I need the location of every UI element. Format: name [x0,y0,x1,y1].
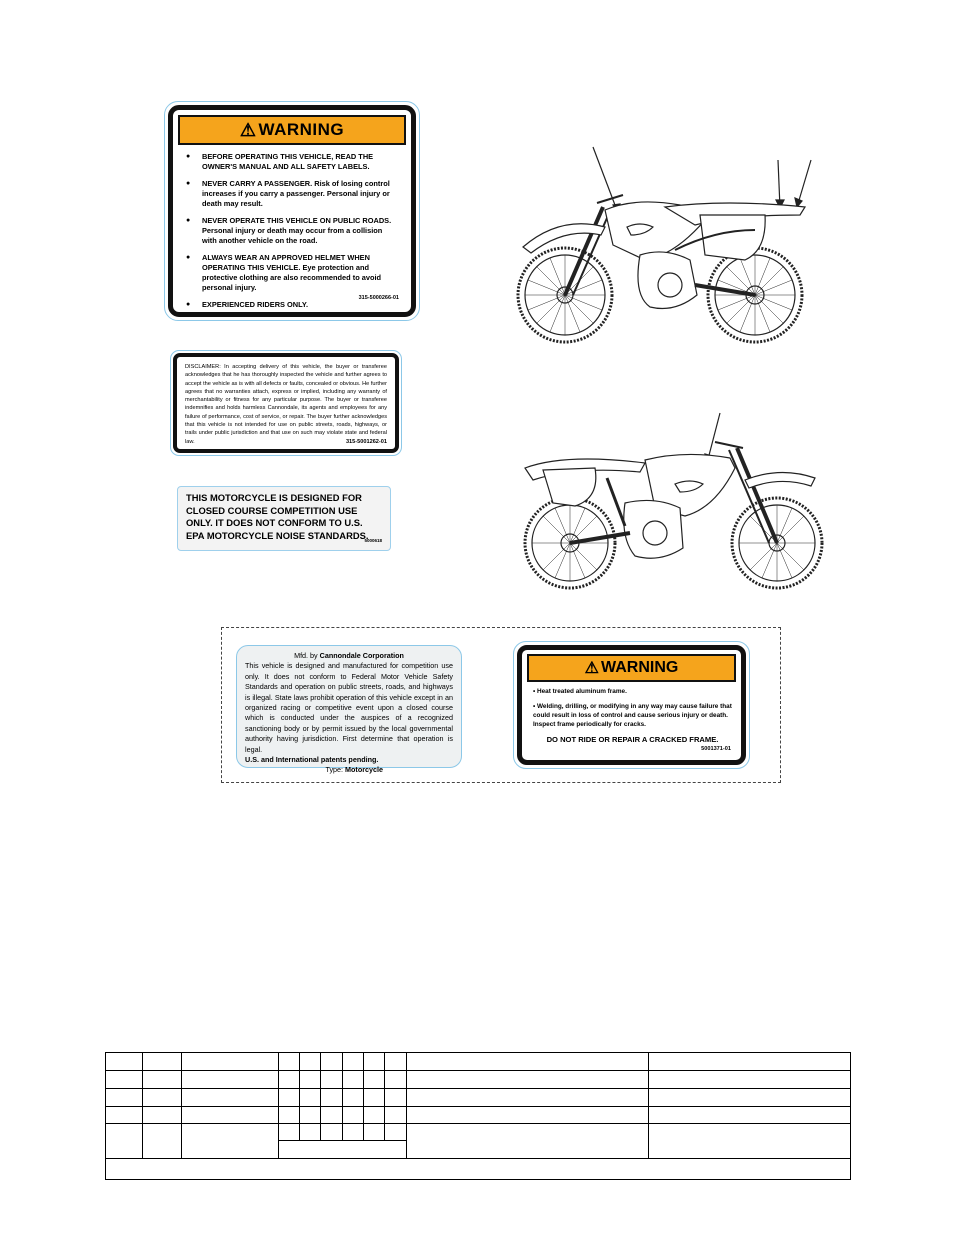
motorcycle-illustration-right-side [515,408,835,593]
disclaimer-label [170,350,402,456]
table-rule [106,1123,850,1124]
type-value: Motorcycle [345,765,383,775]
table-rule [320,1053,321,1140]
warning-triangle-icon: ⚠ [584,660,599,677]
vehicle-type [245,765,453,775]
motorcycle-illustration-left-side [505,135,835,370]
table-rule [406,1053,407,1158]
warning-item: ● NEVER CARRY A PASSENGER. Risk of losing control increases if you carry a passenger. Personal injury or death may result. [186,179,398,209]
table-rule [278,1053,279,1158]
table-rule [142,1053,143,1158]
table-rule [363,1053,364,1140]
epa-part-code: 5000618 [364,537,382,543]
patents-text: U.S. and International patents pending. [245,755,379,765]
table-rule [106,1088,850,1089]
warning-bullet-list [178,152,406,310]
warning-item: • Welding, drilling, or modifying in any way may cause failure that could result in loss of control and cause serious injury or death. Inspect frame periodically for cracks. [533,703,732,728]
warning-part-code: 5001371-01 [701,746,731,752]
epa-noise-label [177,486,391,551]
table-rule [648,1053,649,1158]
warning-item: ● ALWAYS WEAR AN APPROVED HELMET WHEN OPERATING THIS VEHICLE. Eye protection and protective clothing are also recommended to avoid personal injury. [186,253,398,293]
warning-part-code: 315-5000266-01 [358,295,399,301]
mfd-prefix: Mfd. by [294,651,320,660]
type-prefix: Type: [325,765,346,775]
disclaimer-part-code: 315-5001262-01 [345,438,387,445]
table-rule [181,1053,182,1158]
warning-item: ● NEVER OPERATE THIS VEHICLE ON PUBLIC ROADS. Personal injury or death may occur from a collision with another vehicle on the road. [186,216,398,246]
warning-label-1 [164,101,420,321]
warning-2-body [527,682,736,744]
epa-line: EPA MOTORCYCLE NOISE STANDARDS. [186,529,369,541]
epa-line: CLOSED COURSE COMPETITION USE [186,504,358,516]
table-rule [299,1053,300,1140]
warning-label-1-frame [168,105,416,317]
warning-header [178,115,406,145]
warning-header [527,654,736,682]
warning-header-text: WARNING [258,120,345,139]
table-rule [106,1106,850,1107]
manufacturer-label [236,645,462,775]
warning-header-text: WARNING [601,659,679,676]
table-rule [384,1053,385,1140]
table-rule [106,1070,850,1071]
epa-line: ONLY. IT DOES NOT CONFORM TO U.S. [186,517,363,528]
warning-item: ● BEFORE OPERATING THIS VEHICLE, READ THE OWNER'S MANUAL AND ALL SAFETY LABELS. [186,152,398,172]
manufacturer-body: This vehicle is designed and manufactured for competition use only. It does not conform to Federal Motor Vehicle Safety Standards and operation on public streets, roads, and highways is illegal. State laws prohibit operation of this vehicle except in an organized racing or competitive event upon a closed course which is conducted under the auspices of a recognized sanctioning body or by permit issued by the local governmental authority having jurisdiction. First determine that operation is legal. [245,661,453,754]
title-block-table [105,1052,851,1180]
warning-triangle-icon: ⚠ [239,119,257,140]
table-rule [342,1053,343,1140]
epa-line: THIS MOTORCYCLE IS DESIGNED FOR [186,492,362,503]
manufacturer-line [245,651,453,661]
warning-label-2 [513,641,750,769]
disclaimer-frame [173,353,399,453]
warning-final-statement: DO NOT RIDE OR REPAIR A CRACKED FRAME. [546,735,719,744]
disclaimer-text: DISCLAIMER: In accepting delivery of this vehicle, the buyer or transferee acknowledges that he has thoroughly inspected the vehicle and further agrees to accept the vehicle as is with all defects or faults, concealed or obvious. He further agrees that no warranties attach, express or implied, including any warranty of merchantability or fitness for any particular purpose. The buyer or transferee indemnifies and holds harmless Cannondale, its agents and employees for any failure of performance, cost of service, or repair. The buyer further acknowledges that this vehicle is not intended for use on public streets, roads, highways, or trails under public jurisdiction and that use on such may violate state and federal law. [185,364,387,445]
warning-item: • Heat treated aluminum frame. [533,688,627,695]
warning-item: ● EXPERIENCED RIDERS ONLY. [186,300,398,310]
warning-label-2-frame [517,645,746,765]
table-rule [106,1158,850,1159]
table-rule [278,1140,406,1141]
manufacturer-name: Cannondale Corporation [319,651,404,660]
